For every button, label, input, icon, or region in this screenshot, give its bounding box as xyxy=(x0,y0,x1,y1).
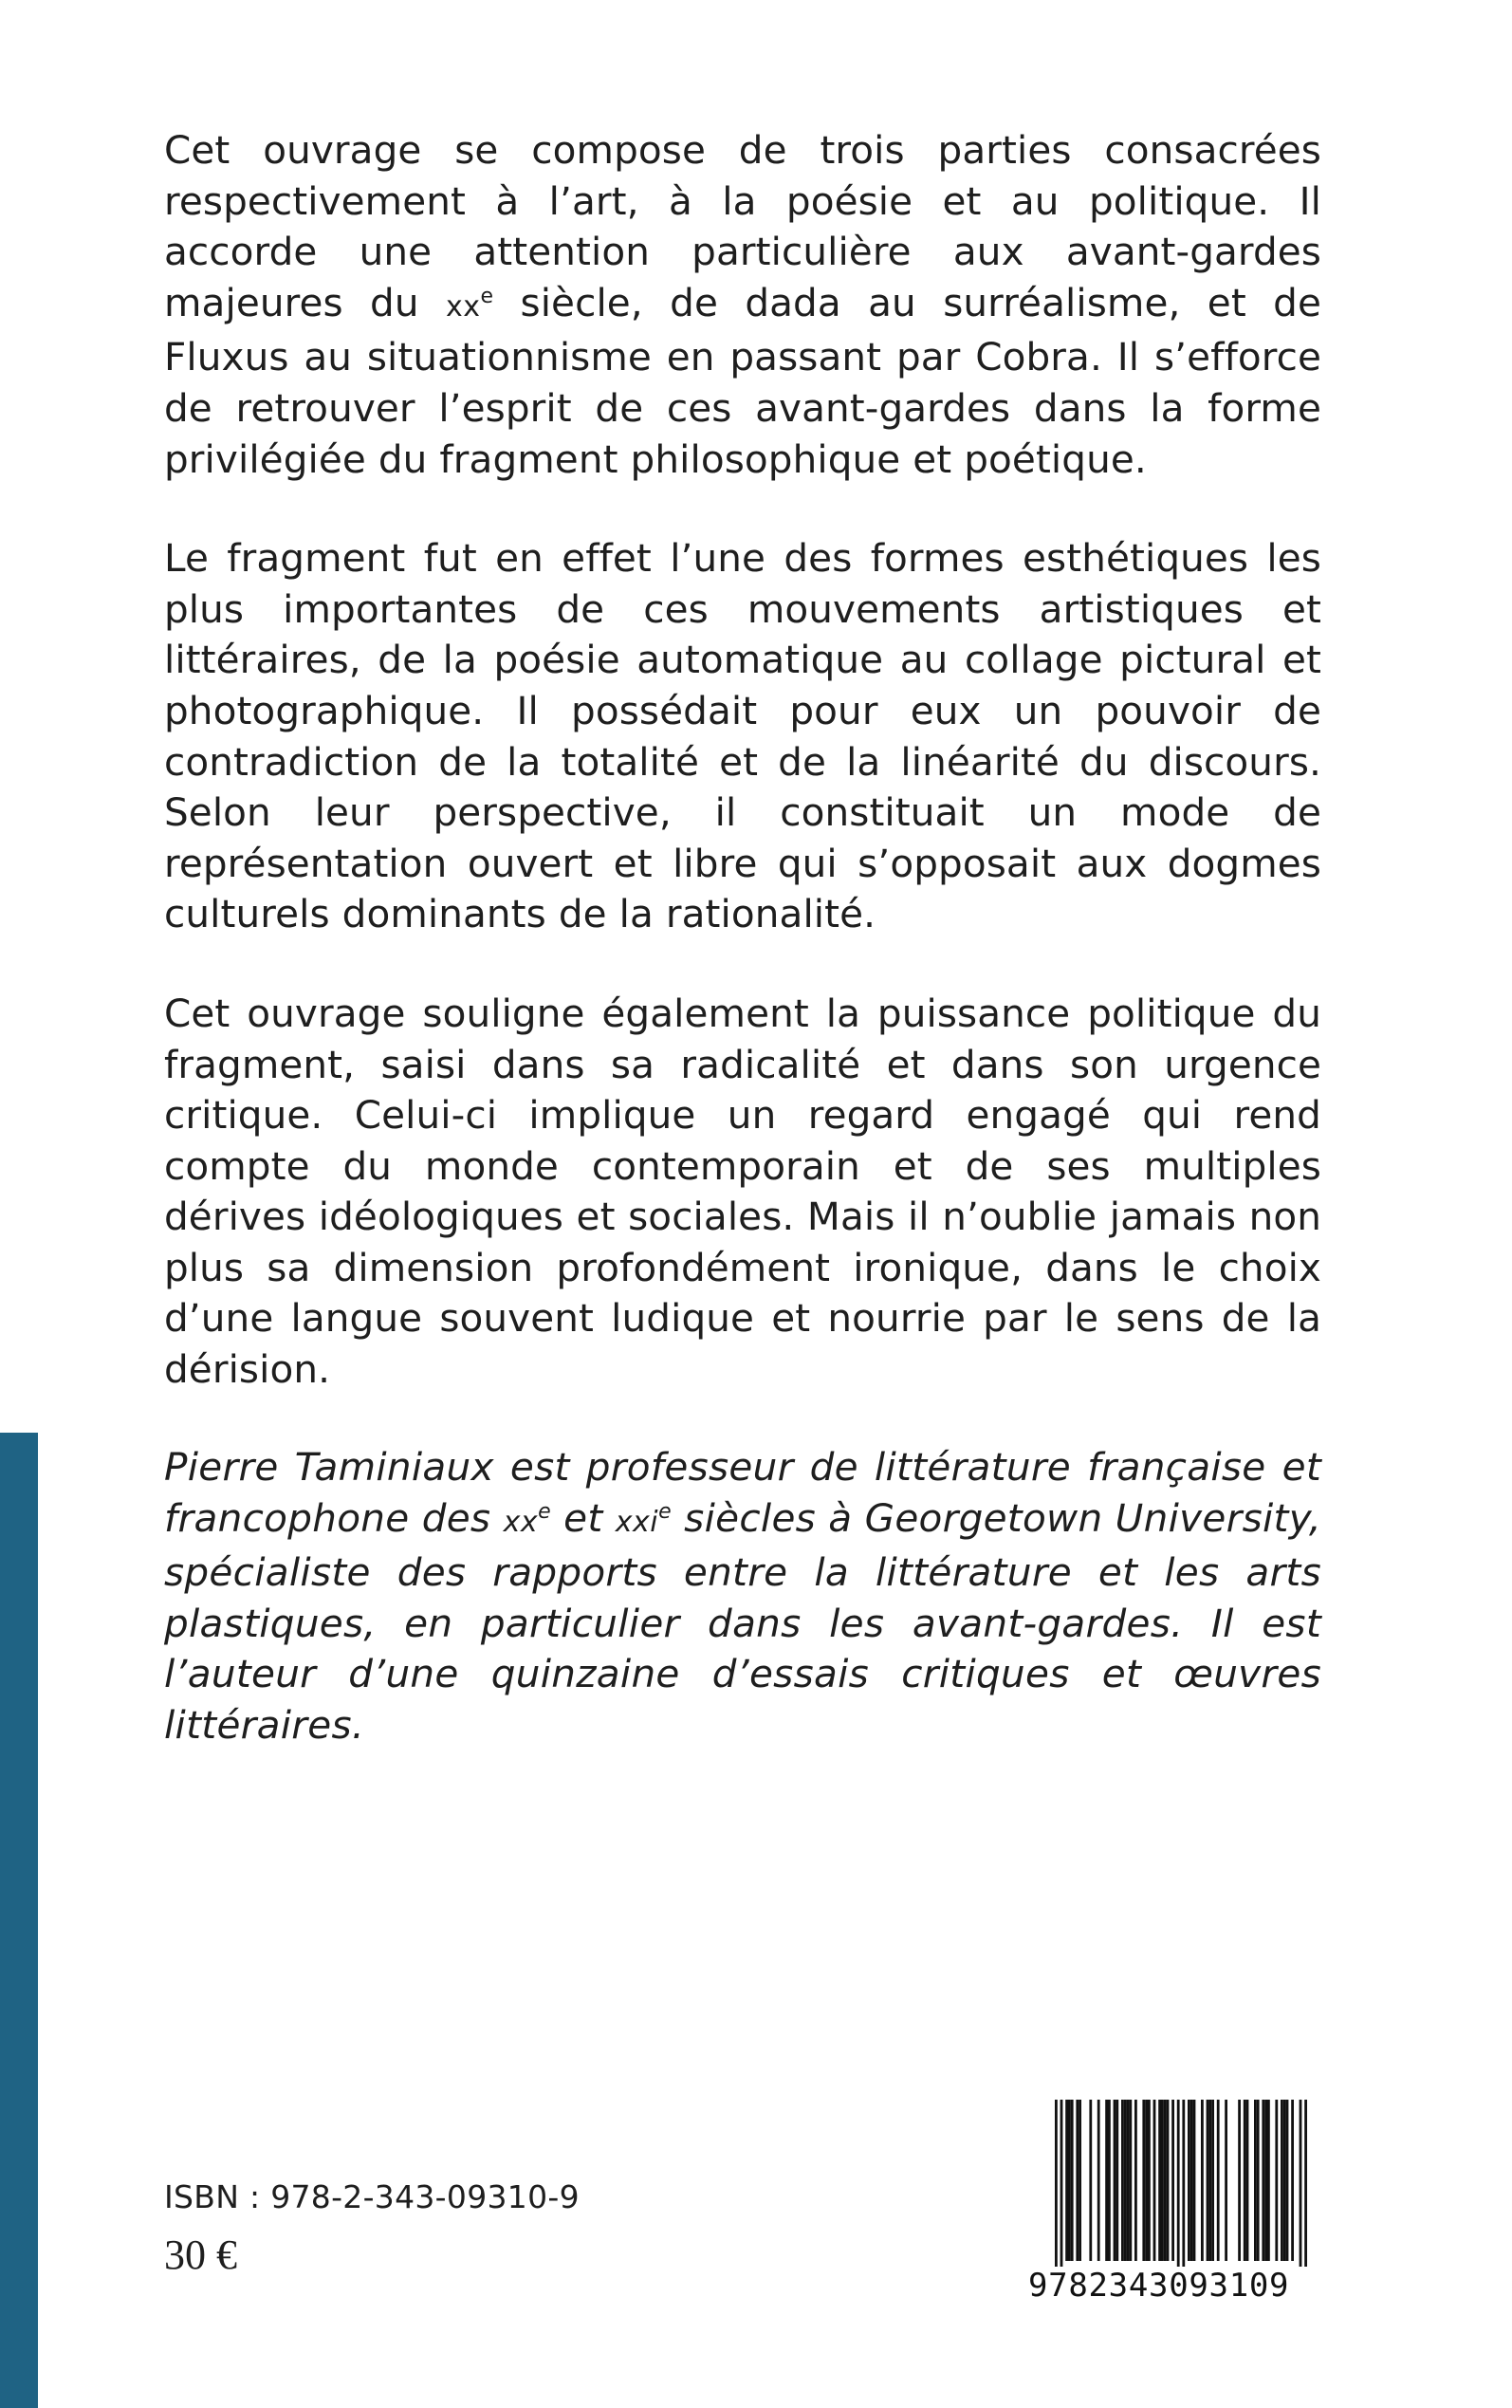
left-color-band xyxy=(0,1433,38,2408)
barcode-bar xyxy=(1207,2100,1209,2261)
barcode-bar xyxy=(1182,2100,1185,2276)
barcode-bar xyxy=(1217,2100,1220,2261)
barcode-bar xyxy=(1121,2100,1124,2261)
barcode-bar xyxy=(1089,2100,1092,2261)
barcode-bar xyxy=(1142,2100,1145,2261)
barcode-bar xyxy=(1079,2100,1081,2261)
barcode-bar xyxy=(1286,2100,1289,2261)
description-paragraph-1 xyxy=(164,125,1321,485)
barcode-bar xyxy=(1267,2100,1270,2261)
barcode-bar xyxy=(1164,2100,1167,2261)
barcode-bar xyxy=(1071,2100,1074,2261)
barcode-bar xyxy=(1065,2100,1068,2261)
barcode-digits: 9782343093109 xyxy=(1028,2267,1324,2305)
author-name: Pierre Taminiaux xyxy=(164,1444,494,1490)
description-paragraph-3: Cet ouvrage souligne également la puissance politique du fragment, saisi dans sa radicalité et dans son urgence critique. Celui-ci implique un regard engagé qui rend compte du monde contemporain et de ses multiples dérives idéologiques et sociales. Mais il n’oublie jamais non plus sa dimension profondément ironique, dans le choix d’une langue souvent ludique et nourrie par le sens de la dérision. xyxy=(164,990,1321,1393)
barcode-bar xyxy=(1129,2100,1132,2261)
barcode-bar xyxy=(1238,2100,1241,2261)
barcode-bar xyxy=(1116,2100,1118,2261)
barcode-bar xyxy=(1262,2100,1264,2261)
barcode-bar xyxy=(1244,2100,1246,2261)
barcode-bar xyxy=(1304,2100,1307,2276)
barcode-bar xyxy=(1264,2100,1267,2261)
barcode-bar xyxy=(1193,2100,1196,2261)
barcode-bar xyxy=(1148,2100,1151,2261)
barcode-bar xyxy=(1300,2100,1302,2276)
barcode-bar xyxy=(1171,2100,1174,2261)
price: 30 € xyxy=(164,2232,237,2278)
barcode-bar xyxy=(1105,2100,1108,2261)
isbn-number: ISBN : 978-2-343-09310-9 xyxy=(164,2178,580,2215)
century-xx: xx xyxy=(503,1505,539,1539)
p1-text-a: Cet ouvrage se compose de trois parties consacrées respectivement à l’art, à la poésie et au politique. Il accorde une attention particulière aux avant-gardes majeures du xyxy=(164,127,1321,325)
barcode-bar xyxy=(1167,2100,1170,2261)
barcode-bar xyxy=(1177,2100,1180,2276)
century-superscript: e xyxy=(480,284,494,308)
barcode-bar xyxy=(1283,2100,1286,2261)
barcode-bar xyxy=(1291,2100,1294,2261)
century-superscript: e xyxy=(538,1499,551,1524)
bio-text-a: est professeur de littérature française et francophone des xyxy=(164,1444,1322,1541)
back-cover-description xyxy=(164,125,1321,1396)
barcode-bar xyxy=(1153,2100,1156,2261)
century-superscript: e xyxy=(658,1499,672,1524)
barcode-bar xyxy=(1161,2100,1164,2261)
barcode-bar xyxy=(1127,2100,1130,2261)
barcode-bar xyxy=(1190,2100,1193,2261)
barcode-bar xyxy=(1208,2100,1211,2261)
barcode-bar xyxy=(1246,2100,1249,2261)
barcode-bar xyxy=(1275,2100,1278,2261)
barcode-bar xyxy=(1097,2100,1100,2261)
barcode-bar xyxy=(1068,2100,1071,2261)
century-xxi: xxi xyxy=(615,1505,659,1539)
barcode-bar xyxy=(1134,2100,1137,2261)
barcode-bar xyxy=(1254,2100,1257,2261)
p1-text-b: siècle, de dada au surréalisme, et de Fluxus au situationnisme en passant par Cobra. Il s’efforce de retrouver l’esprit de ces avant-gardes dans la forme privilégiée du fragment philosophique et poétique. xyxy=(164,279,1321,482)
barcode-bar xyxy=(1225,2100,1227,2261)
century-xx: xx xyxy=(445,289,481,324)
barcode-bar xyxy=(1257,2100,1260,2261)
barcode-bar xyxy=(1076,2100,1079,2261)
barcode-bar xyxy=(1055,2100,1058,2276)
barcode-bar xyxy=(1158,2100,1161,2261)
barcode-bar xyxy=(1114,2100,1116,2261)
barcode-bar xyxy=(1145,2100,1148,2261)
barcode xyxy=(1028,2100,1324,2305)
bio-text-c: siècles à Georgetown University, spécialiste des rapports entre la littérature et les arts plastiques, en particulier dans les avant-gardes. Il est l’auteur d’une quinzaine d’essais critiques et œuvres littéraires. xyxy=(164,1494,1321,1748)
barcode-bar xyxy=(1060,2100,1063,2276)
barcode-bar xyxy=(1124,2100,1127,2261)
bio-text-b: et xyxy=(550,1494,616,1541)
barcode-bar xyxy=(1108,2100,1111,2261)
barcode-bar xyxy=(1281,2100,1283,2261)
barcode-bar xyxy=(1211,2100,1214,2261)
barcode-bar xyxy=(1201,2100,1204,2261)
description-paragraph-2: Le fragment fut en effet l’une des formes esthétiques les plus importantes de ces mouvements artistiques et littéraires, de la poésie automatique au collage pictural et photographique. Il possédait pour eux un pouvoir de contradiction de la totalité et de la linéarité du discours. Selon leur perspective, il constituait un mode de représentation ouvert et libre qui s’opposait aux dogmes culturels dominants de la rationalité. xyxy=(164,535,1321,937)
barcode-bar xyxy=(1188,2100,1190,2261)
author-bio xyxy=(164,1442,1321,1751)
